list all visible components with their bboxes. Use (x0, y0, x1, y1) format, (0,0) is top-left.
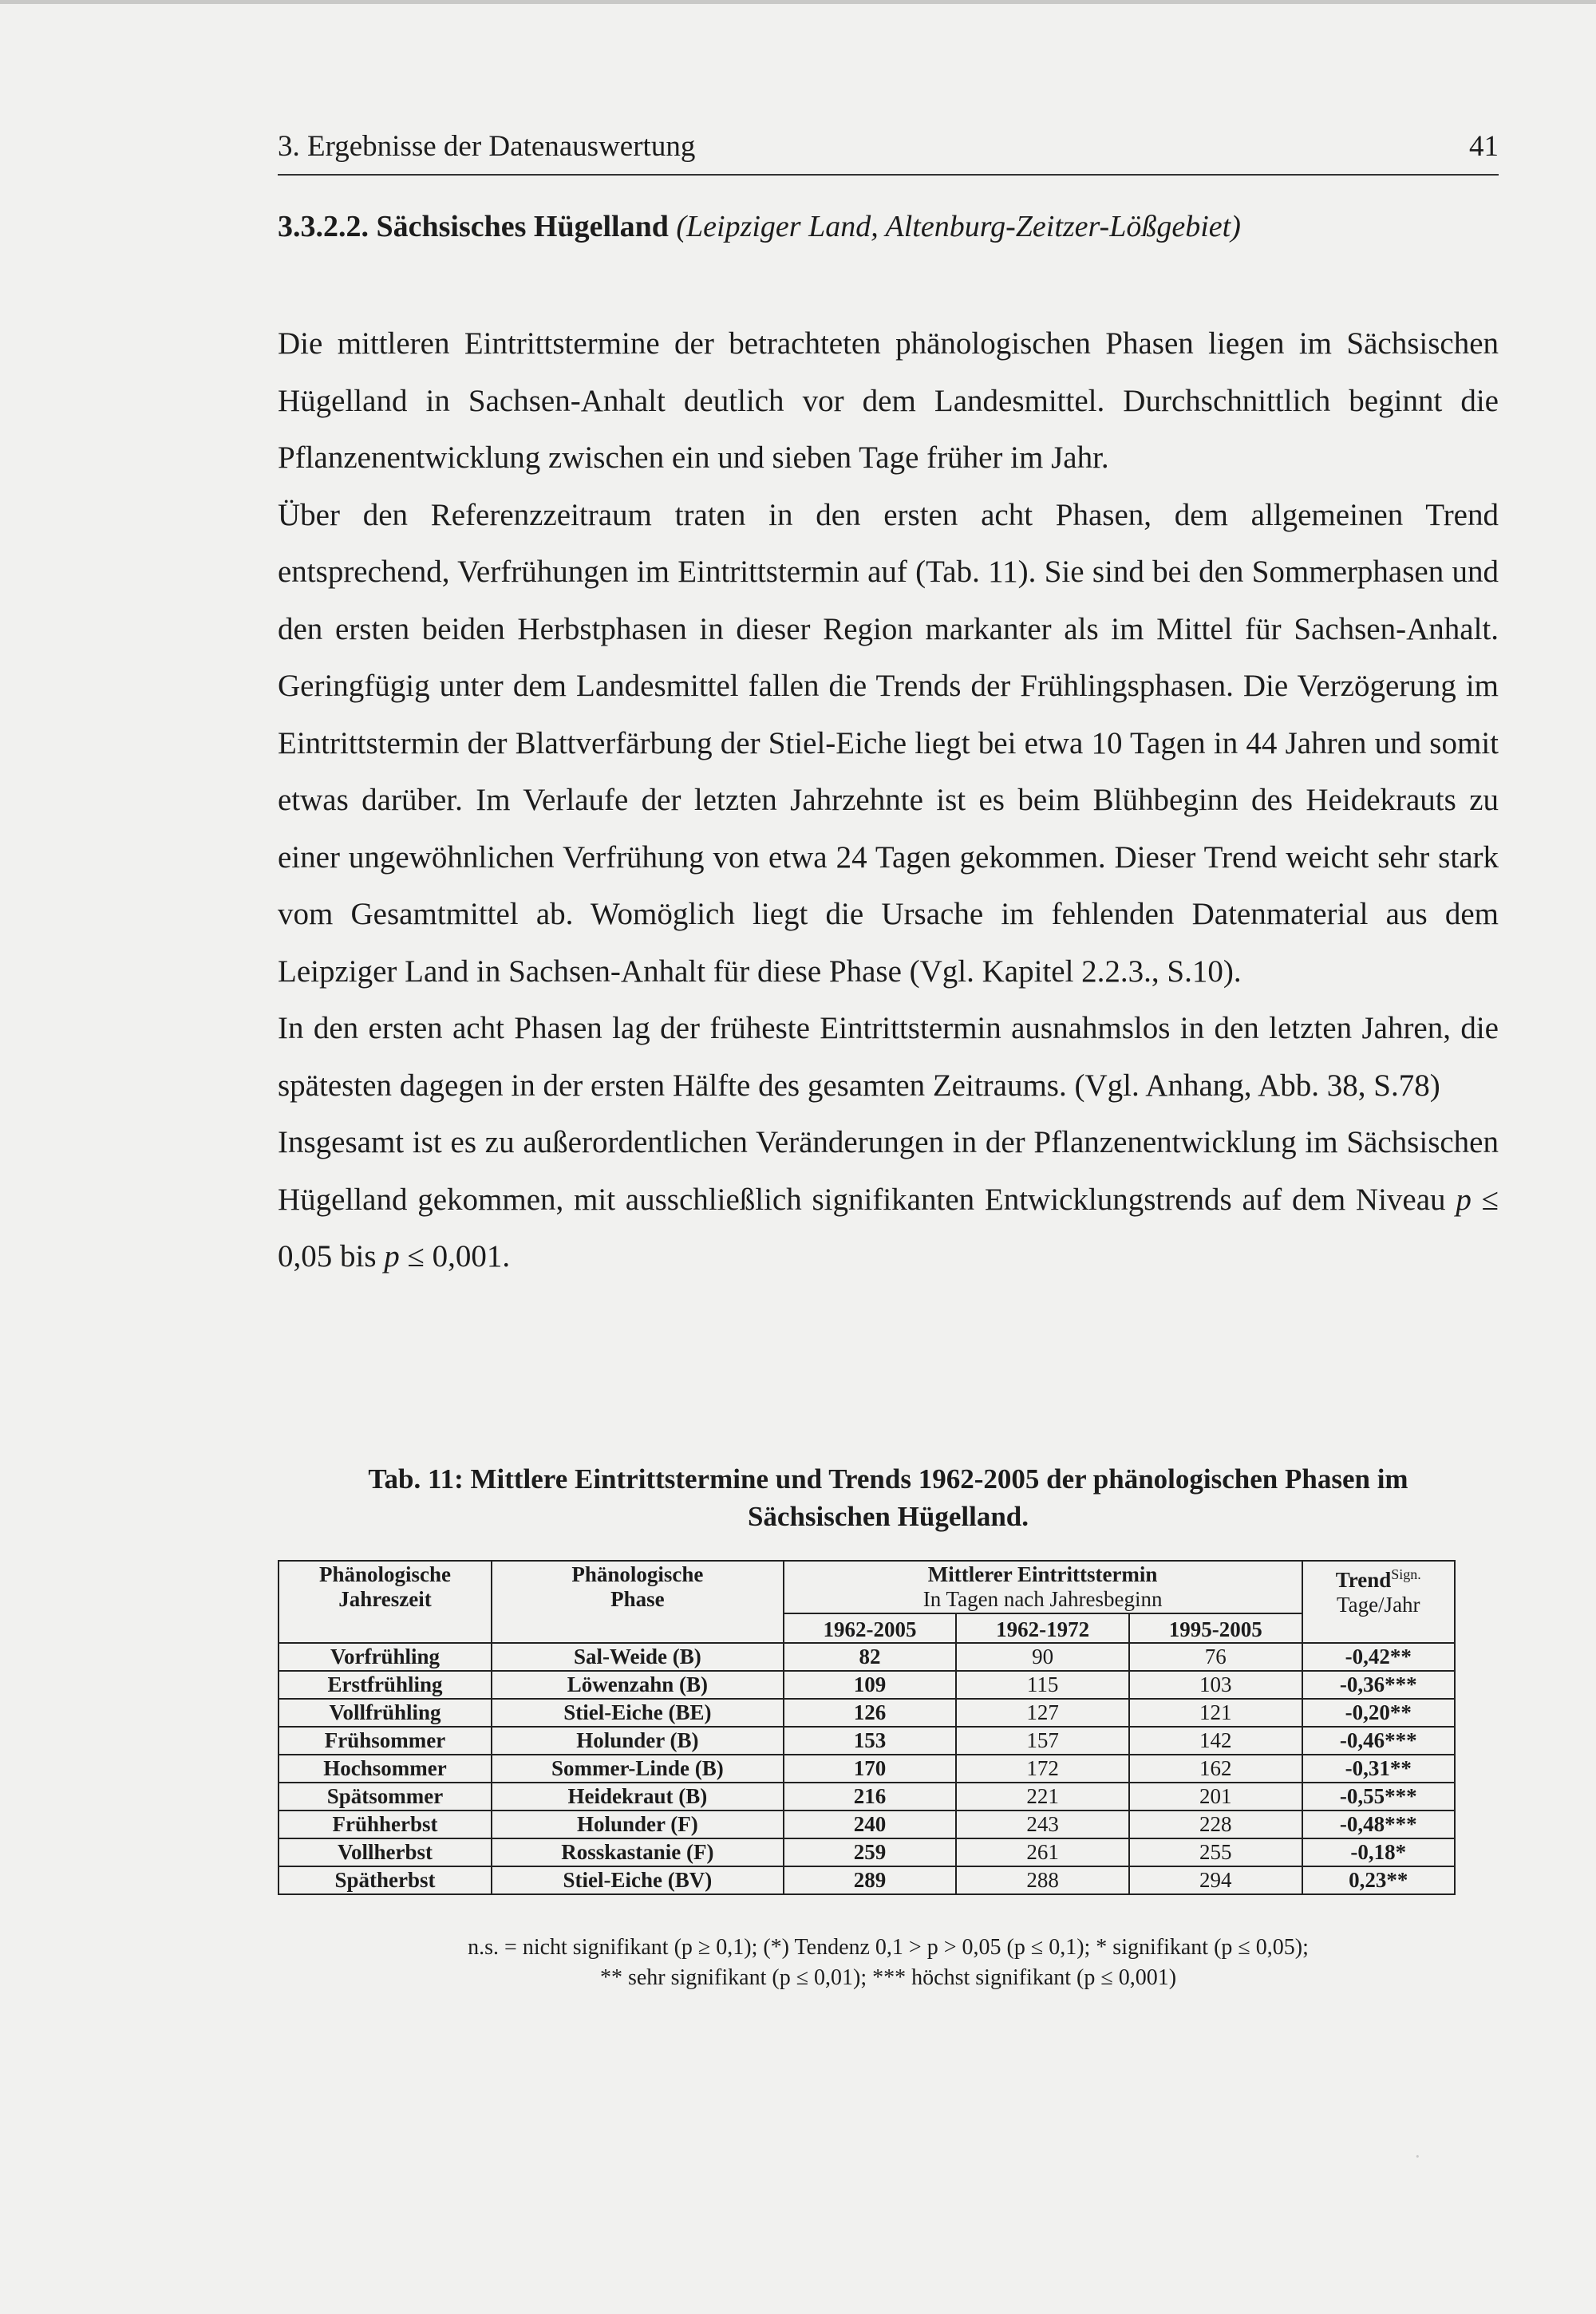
footnote-line-1: n.s. = nicht signifikant (p ≥ 0,1); (*) Tendenz 0,1 > p > 0,05 (p ≤ 0,1); * signifikant (p ≤ 0,05); (468, 1935, 1309, 1960)
header-trend-title (1308, 1562, 1449, 1593)
table-row (279, 1727, 1455, 1755)
header-mean-date (784, 1561, 1302, 1613)
cell-period-1: 221 (956, 1783, 1129, 1811)
cell-mean: 153 (784, 1727, 957, 1755)
cell-phase: Sommer-Linde (B) (492, 1755, 784, 1783)
p-variable: p (1456, 1182, 1472, 1217)
scan-smudge: · (1414, 2145, 1421, 2168)
cell-phase: Heidekraut (B) (492, 1783, 784, 1811)
cell-phase: Holunder (F) (492, 1811, 784, 1838)
header-mean-title: Mittlerer Eintrittstermin (927, 1562, 1158, 1586)
scan-top-edge (0, 0, 1596, 4)
table-row (279, 1811, 1455, 1838)
cell-mean: 289 (784, 1866, 957, 1894)
cell-period-2: 142 (1129, 1727, 1302, 1755)
cell-period-2: 103 (1129, 1671, 1302, 1699)
cell-trend: 0,23** (1302, 1866, 1455, 1894)
page-number: 41 (1469, 130, 1499, 163)
header-season (279, 1561, 492, 1643)
header-trend-label: Trend (1335, 1568, 1392, 1592)
header-mean-subtitle: In Tagen nach Jahresbeginn (922, 1587, 1163, 1611)
cell-period-2: 121 (1129, 1699, 1302, 1727)
cell-mean: 126 (784, 1699, 957, 1727)
header-period-2: 1995-2005 (1129, 1613, 1302, 1643)
cell-mean: 82 (784, 1643, 957, 1671)
cell-season: Spätherbst (279, 1866, 492, 1894)
p-variable: p (384, 1239, 400, 1273)
cell-phase: Rosskastanie (F) (492, 1838, 784, 1866)
cell-season: Frühherbst (279, 1811, 492, 1838)
cell-phase: Stiel-Eiche (BV) (492, 1866, 784, 1894)
cell-season: Vollherbst (279, 1838, 492, 1866)
header-phase-line-1: Phänologische (571, 1562, 704, 1586)
cell-season: Vollfrühling (279, 1699, 492, 1727)
header-trend (1302, 1561, 1455, 1643)
chapter-title: 3. Ergebnisse der Datenauswertung (278, 130, 696, 163)
header-season-line-2: Jahreszeit (338, 1587, 432, 1611)
table-header-row (279, 1561, 1455, 1613)
section-title: 3.3.2.2. Sächsisches Hügelland (278, 210, 669, 243)
cell-period-1: 115 (956, 1671, 1129, 1699)
cell-period-1: 172 (956, 1755, 1129, 1783)
paragraph-4-start: Insgesamt ist es zu außerordentlichen Veränderungen in der Pflanzenentwicklung im Sächsischen Hügelland gekommen, mit ausschließlich signifikanten Entwicklungstrends auf dem Niveau (278, 1125, 1499, 1217)
header-period-all: 1962-2005 (784, 1613, 957, 1643)
running-header (278, 126, 1499, 176)
cell-trend: -0,36*** (1302, 1671, 1455, 1699)
caption-line-1: Tab. 11: Mittlere Eintrittstermine und Trends 1962-2005 der phänologischen Phasen im (368, 1463, 1408, 1495)
cell-phase: Sal-Weide (B) (492, 1643, 784, 1671)
paragraph-4-mid: ≤ 0,05 bis (278, 1182, 1499, 1273)
table-row (279, 1866, 1455, 1894)
cell-season: Hochsommer (279, 1755, 492, 1783)
cell-mean: 109 (784, 1671, 957, 1699)
cell-period-1: 90 (956, 1643, 1129, 1671)
footnote-line-2: ** sehr signifikant (p ≤ 0,01); *** höchst signifikant (p ≤ 0,001) (599, 1965, 1177, 1990)
cell-period-1: 261 (956, 1838, 1129, 1866)
table-body (279, 1643, 1455, 1894)
paragraph-1: Die mittleren Eintrittstermine der betrachteten phänologischen Phasen liegen im Sächsischen Hügelland in Sachsen-Anhalt deutlich vor dem Landesmittel. Durchschnittlich beginnt die Pflanzenentwicklung zwischen ein und sieben Tage früher im Jahr. (278, 326, 1499, 475)
cell-period-2: 201 (1129, 1783, 1302, 1811)
cell-trend: -0,55*** (1302, 1783, 1455, 1811)
caption-line-2: Sächsischen Hügelland. (747, 1501, 1029, 1532)
cell-mean: 259 (784, 1838, 957, 1866)
header-phase (492, 1561, 784, 1643)
cell-season: Erstfrühling (279, 1671, 492, 1699)
header-period-1: 1962-1972 (956, 1613, 1129, 1643)
table-footnote (278, 1933, 1499, 1993)
cell-period-2: 294 (1129, 1866, 1302, 1894)
phenology-table (278, 1560, 1456, 1895)
paragraph-3: In den ersten acht Phasen lag der früheste Eintrittstermin ausnahmslos in den letzten Jahren, die spätesten dagegen in der ersten Hälfte des gesamten Zeitraums. (Vgl. Anhang, Abb. 38, S.78) (278, 1011, 1499, 1103)
table-row (279, 1699, 1455, 1727)
body-text (278, 315, 1499, 1285)
table-row (279, 1755, 1455, 1783)
cell-trend: -0,42** (1302, 1643, 1455, 1671)
cell-trend: -0,31** (1302, 1755, 1455, 1783)
cell-mean: 240 (784, 1811, 957, 1838)
cell-phase: Stiel-Eiche (BE) (492, 1699, 784, 1727)
table-row (279, 1671, 1455, 1699)
cell-season: Vorfrühling (279, 1643, 492, 1671)
header-phase-line-2: Phase (610, 1587, 665, 1611)
cell-period-1: 288 (956, 1866, 1129, 1894)
cell-phase: Löwenzahn (B) (492, 1671, 784, 1699)
cell-trend: -0,20** (1302, 1699, 1455, 1727)
table-caption (278, 1460, 1499, 1535)
cell-period-1: 157 (956, 1727, 1129, 1755)
section-heading (278, 209, 1499, 244)
table-row (279, 1838, 1455, 1866)
cell-mean: 170 (784, 1755, 957, 1783)
paragraph-4-end: ≤ 0,001. (399, 1239, 511, 1273)
paragraph-2: Über den Referenzzeitraum traten in den ersten acht Phasen, dem allgemeinen Trend entsprechend, Verfrühungen im Eintrittstermin auf (Tab. 11). Sie sind bei den Sommerphasen und den ersten beiden Herbstphasen in dieser Region markanter als im Mittel für Sachsen-Anhalt. Geringfügig unter dem Landesmittel fallen die Trends der Frühlingsphasen. Die Verzögerung im Eintrittstermin der Blattverfärbung der Stiel-Eiche liegt bei etwa 10 Tagen in 44 Jahren und somit etwas darüber. Im Verlaufe der letzten Jahrzehnte ist es beim Blühbeginn des Heidekrauts zu einer ungewöhnlichen Verfrühung von etwa 24 Tagen gekommen. Dieser Trend weicht sehr stark vom Gesamtmittel ab. Womöglich liegt die Ursache im fehlenden Datenmaterial aus dem Leipziger Land in Sachsen-Anhalt für diese Phase (Vgl. Kapitel 2.2.3., S.10). (278, 497, 1499, 989)
cell-trend: -0,18* (1302, 1838, 1455, 1866)
cell-trend: -0,46*** (1302, 1727, 1455, 1755)
cell-trend: -0,48*** (1302, 1811, 1455, 1838)
cell-season: Frühsommer (279, 1727, 492, 1755)
header-trend-unit: Tage/Jahr (1336, 1593, 1420, 1617)
cell-phase: Holunder (B) (492, 1727, 784, 1755)
table-row (279, 1783, 1455, 1811)
section-subtitle: (Leipziger Land, Altenburg-Zeitzer-Lößgebiet) (676, 210, 1241, 243)
header-season-line-1: Phänologische (318, 1562, 451, 1586)
table-row (279, 1643, 1455, 1671)
header-trend-sup: Sign. (1391, 1566, 1421, 1582)
cell-period-1: 127 (956, 1699, 1129, 1727)
cell-mean: 216 (784, 1783, 957, 1811)
paragraph-4 (278, 1114, 1499, 1285)
cell-season: Spätsommer (279, 1783, 492, 1811)
cell-period-2: 228 (1129, 1811, 1302, 1838)
cell-period-2: 255 (1129, 1838, 1302, 1866)
cell-period-1: 243 (956, 1811, 1129, 1838)
cell-period-2: 162 (1129, 1755, 1302, 1783)
cell-period-2: 76 (1129, 1643, 1302, 1671)
